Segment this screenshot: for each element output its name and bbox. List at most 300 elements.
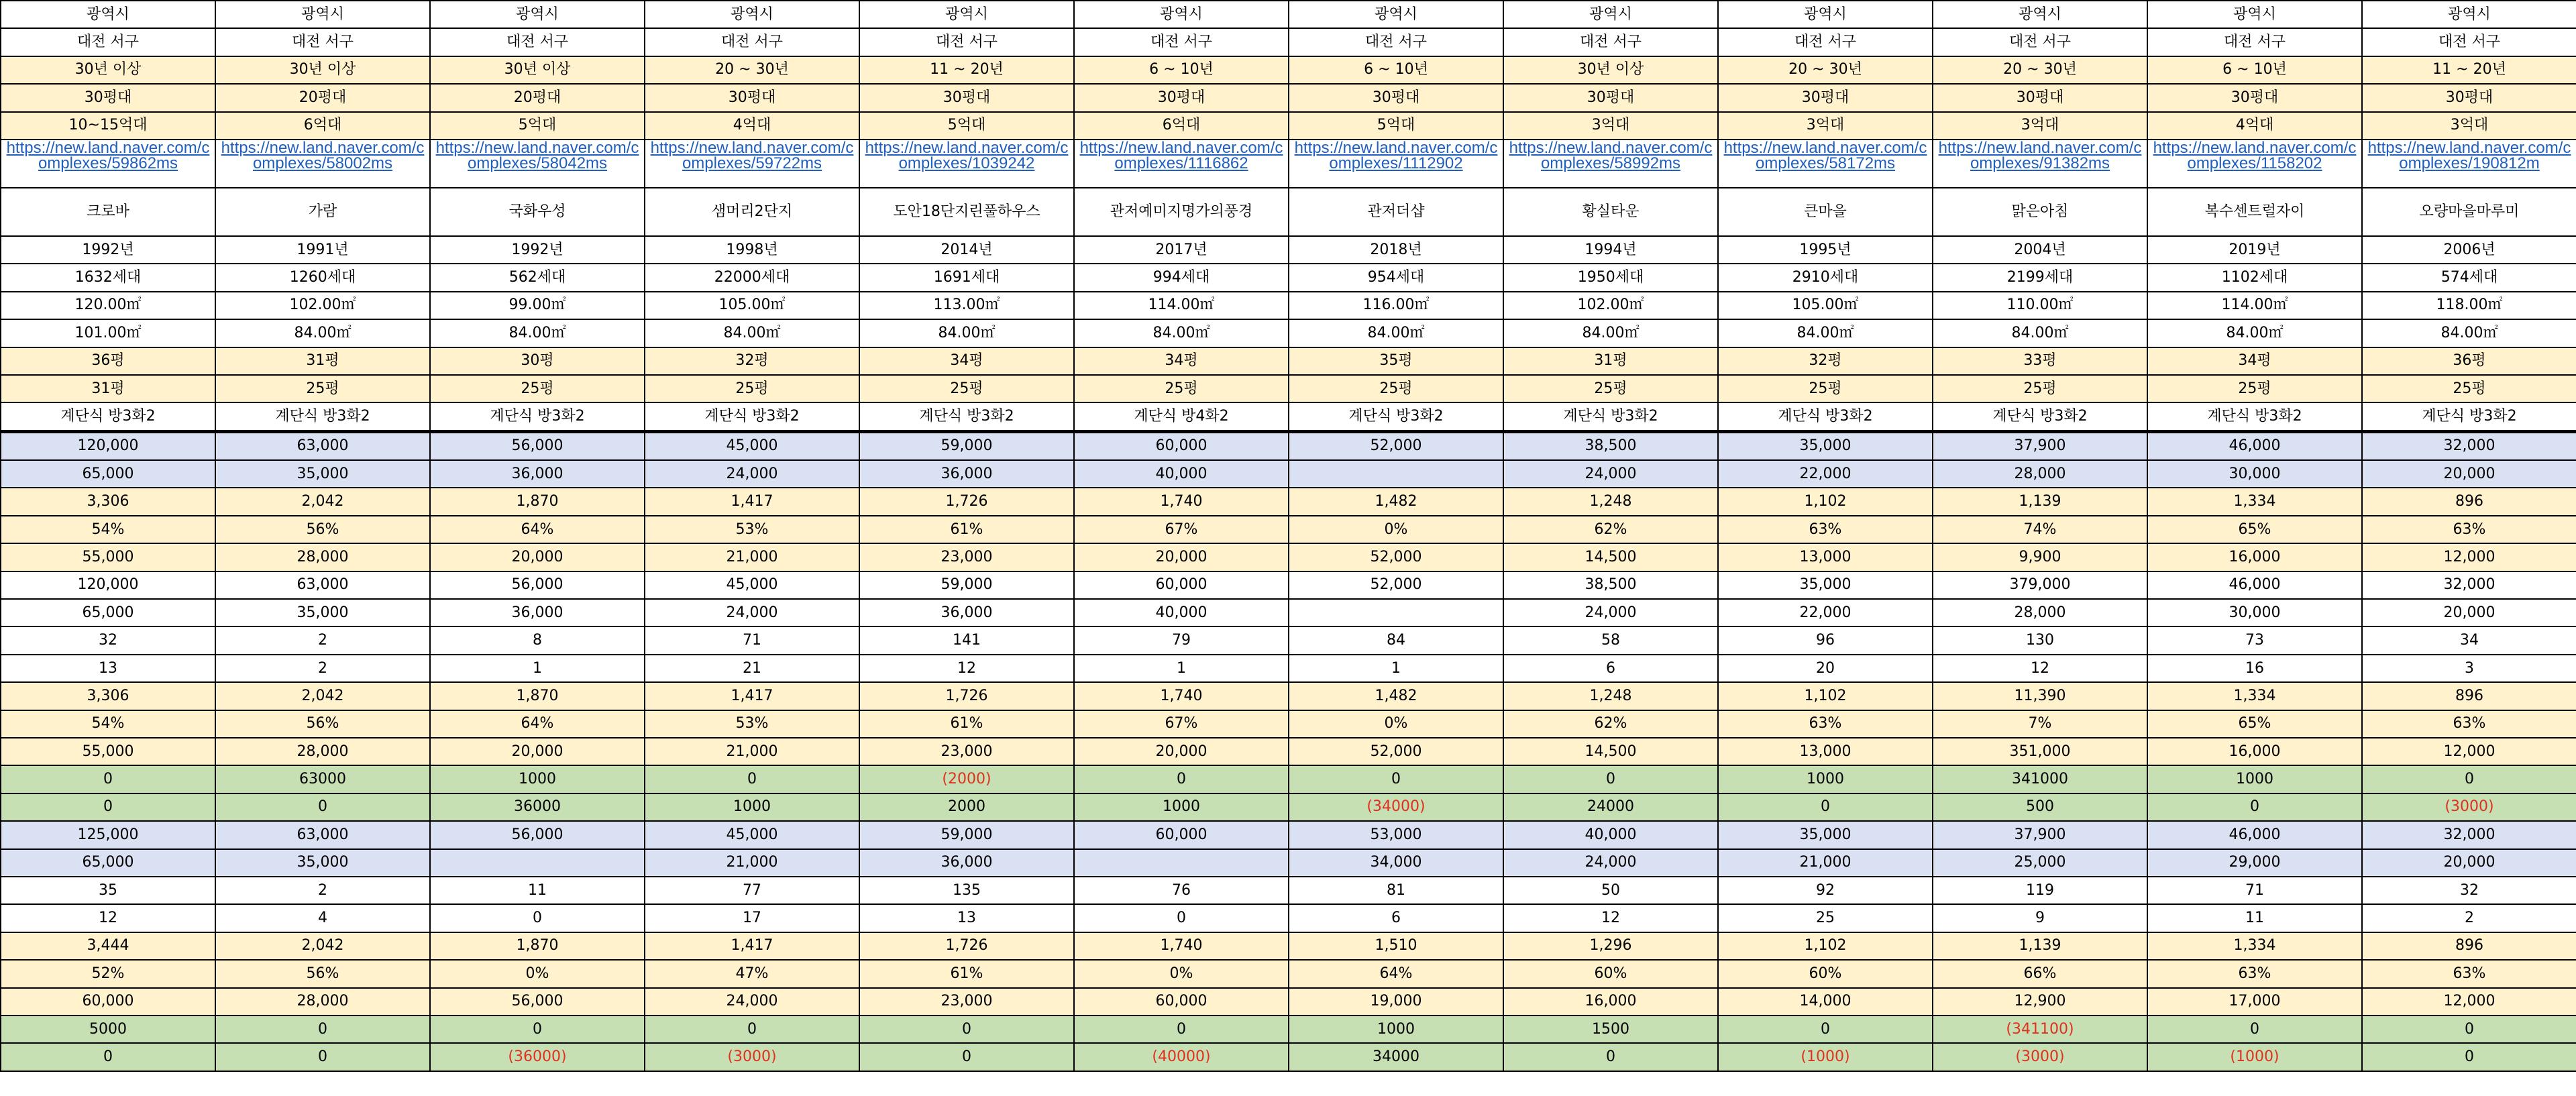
table-cell[interactable]: 0	[215, 793, 430, 821]
table-cell[interactable]: 34평	[859, 347, 1074, 375]
table-cell[interactable]: 1,417	[645, 488, 859, 515]
table-cell[interactable]: 24000	[1503, 793, 1718, 821]
table-cell[interactable]: 25평	[430, 375, 645, 402]
table-cell[interactable]: 40,000	[1503, 821, 1718, 848]
table-cell[interactable]: 계단식 방3화2	[215, 402, 430, 431]
table-cell[interactable]: (3000)	[645, 1043, 859, 1071]
table-cell[interactable]: 574세대	[2362, 264, 2576, 291]
table-cell[interactable]: 1,102	[1718, 488, 1933, 515]
table-cell[interactable]: 84.00㎡	[1503, 319, 1718, 347]
table-cell[interactable]: 71	[645, 626, 859, 654]
table-cell[interactable]: 1992년	[430, 236, 645, 264]
table-cell[interactable]: 35,000	[215, 849, 430, 877]
table-cell[interactable]: 대전 서구	[215, 28, 430, 56]
link-cell[interactable]: https://new.land.naver.com/complexes/59722ms	[645, 140, 859, 188]
table-cell[interactable]: 113.00㎡	[859, 292, 1074, 319]
table-cell[interactable]: 60,000	[1, 988, 215, 1016]
table-cell[interactable]: 0	[430, 904, 645, 932]
table-cell[interactable]: 0	[430, 1016, 645, 1043]
table-cell[interactable]: 40,000	[1074, 599, 1289, 626]
table-cell[interactable]: 2014년	[859, 236, 1074, 264]
table-cell[interactable]: 13	[859, 904, 1074, 932]
table-cell[interactable]: 가람	[215, 188, 430, 236]
table-cell[interactable]: 1,334	[2147, 682, 2362, 710]
table-cell[interactable]: 22000세대	[645, 264, 859, 291]
table-cell[interactable]: 복수센트럴자이	[2147, 188, 2362, 236]
table-cell[interactable]: 20평대	[215, 84, 430, 111]
table-cell[interactable]: 대전 서구	[1289, 28, 1503, 56]
table-cell[interactable]: 64%	[1289, 960, 1503, 987]
table-cell[interactable]: 53%	[645, 710, 859, 738]
table-cell[interactable]: 1,740	[1074, 488, 1289, 515]
table-cell[interactable]: 34평	[1074, 347, 1289, 375]
table-cell[interactable]: 35,000	[1718, 431, 1933, 460]
table-cell[interactable]: 2018년	[1289, 236, 1503, 264]
table-cell[interactable]: 25,000	[1933, 849, 2147, 877]
table-cell[interactable]: 2000	[859, 793, 1074, 821]
table-cell[interactable]: 6억대	[215, 112, 430, 140]
table-cell[interactable]: 63,000	[215, 431, 430, 460]
link-cell[interactable]: https://new.land.naver.com/complexes/58992ms	[1503, 140, 1718, 188]
table-cell[interactable]: 30평대	[2147, 84, 2362, 111]
table-cell[interactable]: (3000)	[2362, 793, 2576, 821]
table-cell[interactable]: 84.00㎡	[430, 319, 645, 347]
table-cell[interactable]: (36000)	[430, 1043, 645, 1071]
table-cell[interactable]: 20평대	[430, 84, 645, 111]
table-cell[interactable]: 10~15억대	[1, 112, 215, 140]
table-cell[interactable]: 1	[430, 655, 645, 682]
table-cell[interactable]: 광역시	[2362, 1, 2576, 28]
table-cell[interactable]: 0	[645, 765, 859, 793]
table-cell[interactable]: 30평대	[1289, 84, 1503, 111]
table-cell[interactable]: 1,248	[1503, 488, 1718, 515]
table-cell[interactable]: 562세대	[430, 264, 645, 291]
table-cell[interactable]: 32	[1, 626, 215, 654]
table-cell[interactable]: 3,306	[1, 682, 215, 710]
table-cell[interactable]	[1074, 849, 1289, 877]
table-cell[interactable]: 0	[859, 1016, 1074, 1043]
table-cell[interactable]: 1000	[645, 793, 859, 821]
table-cell[interactable]: 37,900	[1933, 431, 2147, 460]
table-cell[interactable]: 20 ~ 30년	[645, 56, 859, 84]
table-cell[interactable]: 35,000	[215, 599, 430, 626]
table-cell[interactable]: 0%	[1074, 960, 1289, 987]
table-cell[interactable]: 도안18단지린풀하우스	[859, 188, 1074, 236]
table-cell[interactable]: 63%	[1718, 516, 1933, 543]
table-cell[interactable]: 계단식 방3화2	[1289, 402, 1503, 431]
table-cell[interactable]: 0%	[1289, 710, 1503, 738]
table-cell[interactable]: 25평	[859, 375, 1074, 402]
table-cell[interactable]: 11 ~ 20년	[2362, 56, 2576, 84]
table-cell[interactable]: 59,000	[859, 821, 1074, 848]
table-cell[interactable]: 14,500	[1503, 738, 1718, 765]
table-cell[interactable]: 3억대	[2362, 112, 2576, 140]
table-cell[interactable]: 3,306	[1, 488, 215, 515]
table-cell[interactable]: 35,000	[215, 460, 430, 488]
table-cell[interactable]: 12	[1933, 655, 2147, 682]
table-cell[interactable]: (34000)	[1289, 793, 1503, 821]
table-cell[interactable]: 116.00㎡	[1289, 292, 1503, 319]
table-cell[interactable]: 30년 이상	[1, 56, 215, 84]
table-cell[interactable]: 20,000	[1074, 543, 1289, 571]
table-cell[interactable]	[1289, 599, 1503, 626]
table-cell[interactable]: 56%	[215, 516, 430, 543]
table-cell[interactable]: 20,000	[430, 543, 645, 571]
table-cell[interactable]: 1,102	[1718, 682, 1933, 710]
table-cell[interactable]: 37,900	[1933, 821, 2147, 848]
table-cell[interactable]: 광역시	[215, 1, 430, 28]
table-cell[interactable]: 63%	[2147, 960, 2362, 987]
table-cell[interactable]: 30평대	[1933, 84, 2147, 111]
table-cell[interactable]: 1991년	[215, 236, 430, 264]
table-cell[interactable]: 59,000	[859, 571, 1074, 599]
table-cell[interactable]: 2	[215, 655, 430, 682]
table-cell[interactable]: 896	[2362, 932, 2576, 960]
table-cell[interactable]: 52,000	[1289, 571, 1503, 599]
table-cell[interactable]: 32평	[645, 347, 859, 375]
table-cell[interactable]: 1995년	[1718, 236, 1933, 264]
table-cell[interactable]: 25평	[645, 375, 859, 402]
table-cell[interactable]: 58	[1503, 626, 1718, 654]
table-cell[interactable]: 14,000	[1718, 988, 1933, 1016]
table-cell[interactable]: 11	[430, 877, 645, 904]
table-cell[interactable]: 32평	[1718, 347, 1933, 375]
table-cell[interactable]: 25평	[1718, 375, 1933, 402]
table-cell[interactable]: 1,482	[1289, 682, 1503, 710]
table-cell[interactable]: 30평대	[645, 84, 859, 111]
table-cell[interactable]: 광역시	[1, 1, 215, 28]
table-cell[interactable]: 계단식 방4화2	[1074, 402, 1289, 431]
table-cell[interactable]: 30평대	[2362, 84, 2576, 111]
table-cell[interactable]: 20	[1718, 655, 1933, 682]
table-cell[interactable]: 114.00㎡	[1074, 292, 1289, 319]
table-cell[interactable]: 34,000	[1289, 849, 1503, 877]
table-cell[interactable]: 65%	[2147, 516, 2362, 543]
table-cell[interactable]: 45,000	[645, 821, 859, 848]
table-cell[interactable]: 6 ~ 10년	[2147, 56, 2362, 84]
table-cell[interactable]: 36000	[430, 793, 645, 821]
table-cell[interactable]: 1,726	[859, 488, 1074, 515]
table-cell[interactable]: 60,000	[1074, 431, 1289, 460]
table-cell[interactable]: 광역시	[430, 1, 645, 28]
table-cell[interactable]: 35,000	[1718, 571, 1933, 599]
table-cell[interactable]: 1994년	[1503, 236, 1718, 264]
table-cell[interactable]: 3,444	[1, 932, 215, 960]
table-cell[interactable]: 13	[1, 655, 215, 682]
table-cell[interactable]: 29,000	[2147, 849, 2362, 877]
table-cell[interactable]: 25	[1718, 904, 1933, 932]
table-cell[interactable]: 1000	[1074, 793, 1289, 821]
table-cell[interactable]: 0	[2362, 765, 2576, 793]
table-cell[interactable]: 73	[2147, 626, 2362, 654]
table-cell[interactable]: 16,000	[1503, 988, 1718, 1016]
table-cell[interactable]: 황실타운	[1503, 188, 1718, 236]
table-cell[interactable]: 1998년	[645, 236, 859, 264]
table-cell[interactable]: 0	[1, 793, 215, 821]
link-cell[interactable]: https://new.land.naver.com/complexes/190812m	[2362, 140, 2576, 188]
table-cell[interactable]: 24,000	[645, 988, 859, 1016]
table-cell[interactable]: 2199세대	[1933, 264, 2147, 291]
table-cell[interactable]: 30평대	[1718, 84, 1933, 111]
table-cell[interactable]: 계단식 방3화2	[859, 402, 1074, 431]
table-cell[interactable]: 4	[215, 904, 430, 932]
table-cell[interactable]: 77	[645, 877, 859, 904]
table-cell[interactable]: 대전 서구	[430, 28, 645, 56]
table-cell[interactable]: 1,726	[859, 682, 1074, 710]
table-cell[interactable]: 33평	[1933, 347, 2147, 375]
table-cell[interactable]: 광역시	[1074, 1, 1289, 28]
table-cell[interactable]: 1992년	[1, 236, 215, 264]
table-cell[interactable]: 0	[1718, 1016, 1933, 1043]
table-cell[interactable]: 60,000	[1074, 988, 1289, 1016]
table-cell[interactable]: 광역시	[645, 1, 859, 28]
table-cell[interactable]: 36,000	[859, 599, 1074, 626]
table-cell[interactable]: 3	[2362, 655, 2576, 682]
table-cell[interactable]: 30평대	[1, 84, 215, 111]
table-cell[interactable]: 9,900	[1933, 543, 2147, 571]
table-cell[interactable]: 5000	[1, 1016, 215, 1043]
table-cell[interactable]: 99.00㎡	[430, 292, 645, 319]
table-cell[interactable]: 59,000	[859, 431, 1074, 460]
table-cell[interactable]: 67%	[1074, 516, 1289, 543]
table-cell[interactable]: (3000)	[1933, 1043, 2147, 1071]
table-cell[interactable]: 2	[2362, 904, 2576, 932]
table-cell[interactable]: 67%	[1074, 710, 1289, 738]
table-cell[interactable]: 광역시	[1289, 1, 1503, 28]
table-cell[interactable]: 65%	[2147, 710, 2362, 738]
table-cell[interactable]: 6 ~ 10년	[1074, 56, 1289, 84]
table-cell[interactable]: 63,000	[215, 571, 430, 599]
table-cell[interactable]: 84.00㎡	[1074, 319, 1289, 347]
table-cell[interactable]: 30년 이상	[215, 56, 430, 84]
table-cell[interactable]: 36평	[2362, 347, 2576, 375]
table-cell[interactable]: 25평	[215, 375, 430, 402]
table-cell[interactable]: 92	[1718, 877, 1933, 904]
table-cell[interactable]: 0	[2147, 1016, 2362, 1043]
table-cell[interactable]: 5억대	[430, 112, 645, 140]
table-cell[interactable]: 30평대	[1074, 84, 1289, 111]
table-cell[interactable]: 12	[1503, 904, 1718, 932]
table-cell[interactable]: 광역시	[1933, 1, 2147, 28]
table-cell[interactable]: 1,740	[1074, 932, 1289, 960]
link-cell[interactable]: https://new.land.naver.com/complexes/1116862	[1074, 140, 1289, 188]
table-cell[interactable]: 2	[215, 877, 430, 904]
table-cell[interactable]: 114.00㎡	[2147, 292, 2362, 319]
table-cell[interactable]: 23,000	[859, 543, 1074, 571]
table-cell[interactable]: 12,000	[2362, 543, 2576, 571]
table-cell[interactable]: 54%	[1, 710, 215, 738]
table-cell[interactable]: 12	[859, 655, 1074, 682]
table-cell[interactable]: 61%	[859, 516, 1074, 543]
table-cell[interactable]: 0	[1503, 765, 1718, 793]
table-cell[interactable]: 130	[1933, 626, 2147, 654]
table-cell[interactable]: 81	[1289, 877, 1503, 904]
table-cell[interactable]: 28,000	[215, 738, 430, 765]
table-cell[interactable]: 32,000	[2362, 431, 2576, 460]
table-cell[interactable]: 84.00㎡	[215, 319, 430, 347]
table-cell[interactable]: 19,000	[1289, 988, 1503, 1016]
table-cell[interactable]: 5억대	[1289, 112, 1503, 140]
table-cell[interactable]: 56,000	[430, 431, 645, 460]
table-cell[interactable]: 21,000	[645, 849, 859, 877]
table-cell[interactable]: 계단식 방3화2	[2362, 402, 2576, 431]
table-cell[interactable]: 대전 서구	[859, 28, 1074, 56]
table-cell[interactable]: 28,000	[215, 543, 430, 571]
table-cell[interactable]: 120,000	[1, 431, 215, 460]
table-cell[interactable]: 1500	[1503, 1016, 1718, 1043]
table-cell[interactable]: 63%	[1718, 710, 1933, 738]
table-cell[interactable]: 52,000	[1289, 738, 1503, 765]
table-cell[interactable]: 341000	[1933, 765, 2147, 793]
table-cell[interactable]: 1000	[1289, 1016, 1503, 1043]
table-cell[interactable]: 351,000	[1933, 738, 2147, 765]
table-cell[interactable]: 3억대	[1718, 112, 1933, 140]
table-cell[interactable]: 1,482	[1289, 488, 1503, 515]
table-cell[interactable]: 20,000	[430, 738, 645, 765]
table-cell[interactable]: 22,000	[1718, 460, 1933, 488]
table-cell[interactable]: 66%	[1933, 960, 2147, 987]
table-cell[interactable]: 관저더샵	[1289, 188, 1503, 236]
table-cell[interactable]: 105.00㎡	[645, 292, 859, 319]
table-cell[interactable]: 0	[1718, 793, 1933, 821]
table-cell[interactable]: 1000	[430, 765, 645, 793]
table-cell[interactable]: 56,000	[430, 988, 645, 1016]
table-cell[interactable]: 31평	[1, 375, 215, 402]
table-cell[interactable]: 0	[1289, 765, 1503, 793]
table-cell[interactable]: 1,870	[430, 488, 645, 515]
table-cell[interactable]: 118.00㎡	[2362, 292, 2576, 319]
table-cell[interactable]: 84.00㎡	[2147, 319, 2362, 347]
table-cell[interactable]: 30평대	[859, 84, 1074, 111]
table-cell[interactable]: 30년 이상	[430, 56, 645, 84]
table-cell[interactable]: 1691세대	[859, 264, 1074, 291]
table-cell[interactable]: 16	[2147, 655, 2362, 682]
link-cell[interactable]: https://new.land.naver.com/complexes/59862ms	[1, 140, 215, 188]
table-cell[interactable]: 52,000	[1289, 543, 1503, 571]
table-cell[interactable]: 계단식 방3화2	[645, 402, 859, 431]
table-cell[interactable]: 34000	[1289, 1043, 1503, 1071]
table-cell[interactable]: 30평대	[1503, 84, 1718, 111]
table-cell[interactable]: 3억대	[1933, 112, 2147, 140]
table-cell[interactable]: 954세대	[1289, 264, 1503, 291]
table-cell[interactable]: 120.00㎡	[1, 292, 215, 319]
table-cell[interactable]: 2017년	[1074, 236, 1289, 264]
table-cell[interactable]: 53%	[645, 516, 859, 543]
table-cell[interactable]: 20,000	[2362, 460, 2576, 488]
table-cell[interactable]: 5억대	[859, 112, 1074, 140]
table-cell[interactable]: 0	[2362, 1016, 2576, 1043]
table-cell[interactable]: 크로바	[1, 188, 215, 236]
table-cell[interactable]: 11	[2147, 904, 2362, 932]
table-cell[interactable]: 63,000	[215, 821, 430, 848]
table-cell[interactable]: 24,000	[645, 460, 859, 488]
table-cell[interactable]: 광역시	[2147, 1, 2362, 28]
table-cell[interactable]: 2,042	[215, 932, 430, 960]
table-cell[interactable]: 60%	[1718, 960, 1933, 987]
table-cell[interactable]: 광역시	[1503, 1, 1718, 28]
table-cell[interactable]: 17,000	[2147, 988, 2362, 1016]
table-cell[interactable]: 994세대	[1074, 264, 1289, 291]
table-cell[interactable]: 76	[1074, 877, 1289, 904]
table-cell[interactable]: 2910세대	[1718, 264, 1933, 291]
table-cell[interactable]: 4억대	[2147, 112, 2362, 140]
table-cell[interactable]: 65,000	[1, 460, 215, 488]
table-cell[interactable]: 35	[1, 877, 215, 904]
table-cell[interactable]: 34평	[2147, 347, 2362, 375]
table-cell[interactable]: 23,000	[859, 988, 1074, 1016]
table-cell[interactable]: 25평	[1933, 375, 2147, 402]
table-cell[interactable]: 56,000	[430, 821, 645, 848]
table-cell[interactable]: 32,000	[2362, 821, 2576, 848]
table-cell[interactable]	[1289, 460, 1503, 488]
table-cell[interactable]: 1,510	[1289, 932, 1503, 960]
table-cell[interactable]: 1,139	[1933, 932, 2147, 960]
table-cell[interactable]: 9	[1933, 904, 2147, 932]
table-cell[interactable]: 1,726	[859, 932, 1074, 960]
table-cell[interactable]: 125,000	[1, 821, 215, 848]
table-cell[interactable]: 0	[859, 1043, 1074, 1071]
table-cell[interactable]: 11,390	[1933, 682, 2147, 710]
table-cell[interactable]: 46,000	[2147, 821, 2362, 848]
table-cell[interactable]: 1102세대	[2147, 264, 2362, 291]
table-cell[interactable]: 대전 서구	[2147, 28, 2362, 56]
table-cell[interactable]: (1000)	[1718, 1043, 1933, 1071]
table-cell[interactable]: 46,000	[2147, 431, 2362, 460]
link-cell[interactable]: https://new.land.naver.com/complexes/1039242	[859, 140, 1074, 188]
table-cell[interactable]: 0%	[1289, 516, 1503, 543]
table-cell[interactable]: 0	[1, 765, 215, 793]
table-cell[interactable]: 84.00㎡	[2362, 319, 2576, 347]
table-cell[interactable]: 대전 서구	[1933, 28, 2147, 56]
table-cell[interactable]: 16,000	[2147, 738, 2362, 765]
table-cell[interactable]: 62%	[1503, 516, 1718, 543]
table-cell[interactable]: 53,000	[1289, 821, 1503, 848]
table-cell[interactable]: 896	[2362, 488, 2576, 515]
table-cell[interactable]: 52%	[1, 960, 215, 987]
table-cell[interactable]: 0	[215, 1016, 430, 1043]
table-cell[interactable]: 30평	[430, 347, 645, 375]
table-cell[interactable]: 계단식 방3화2	[430, 402, 645, 431]
table-cell[interactable]: 28,000	[1933, 460, 2147, 488]
table-cell[interactable]: 계단식 방3화2	[1933, 402, 2147, 431]
table-cell[interactable]: 102.00㎡	[215, 292, 430, 319]
table-cell[interactable]: 20 ~ 30년	[1718, 56, 1933, 84]
table-cell[interactable]: 64%	[430, 516, 645, 543]
table-cell[interactable]: 21,000	[645, 543, 859, 571]
table-cell[interactable]: 110.00㎡	[1933, 292, 2147, 319]
link-cell[interactable]: https://new.land.naver.com/complexes/58172ms	[1718, 140, 1933, 188]
table-cell[interactable]: 135	[859, 877, 1074, 904]
table-cell[interactable]: 1,870	[430, 682, 645, 710]
table-cell[interactable]: 맑은아침	[1933, 188, 2147, 236]
table-cell[interactable]: 60%	[1503, 960, 1718, 987]
table-cell[interactable]: 24,000	[1503, 460, 1718, 488]
table-cell[interactable]: (341100)	[1933, 1016, 2147, 1043]
table-cell[interactable]: 63%	[2362, 960, 2576, 987]
table-cell[interactable]: 55,000	[1, 738, 215, 765]
table-cell[interactable]: 2,042	[215, 682, 430, 710]
table-cell[interactable]: 1,139	[1933, 488, 2147, 515]
table-cell[interactable]: 17	[645, 904, 859, 932]
table-cell[interactable]: 16,000	[2147, 543, 2362, 571]
table-cell[interactable]: 50	[1503, 877, 1718, 904]
table-cell[interactable]: 22,000	[1718, 599, 1933, 626]
table-cell[interactable]: 28,000	[215, 988, 430, 1016]
table-cell[interactable]: 12,000	[2362, 988, 2576, 1016]
table-cell[interactable]: 1000	[1718, 765, 1933, 793]
table-cell[interactable]	[430, 849, 645, 877]
table-cell[interactable]: 1,296	[1503, 932, 1718, 960]
